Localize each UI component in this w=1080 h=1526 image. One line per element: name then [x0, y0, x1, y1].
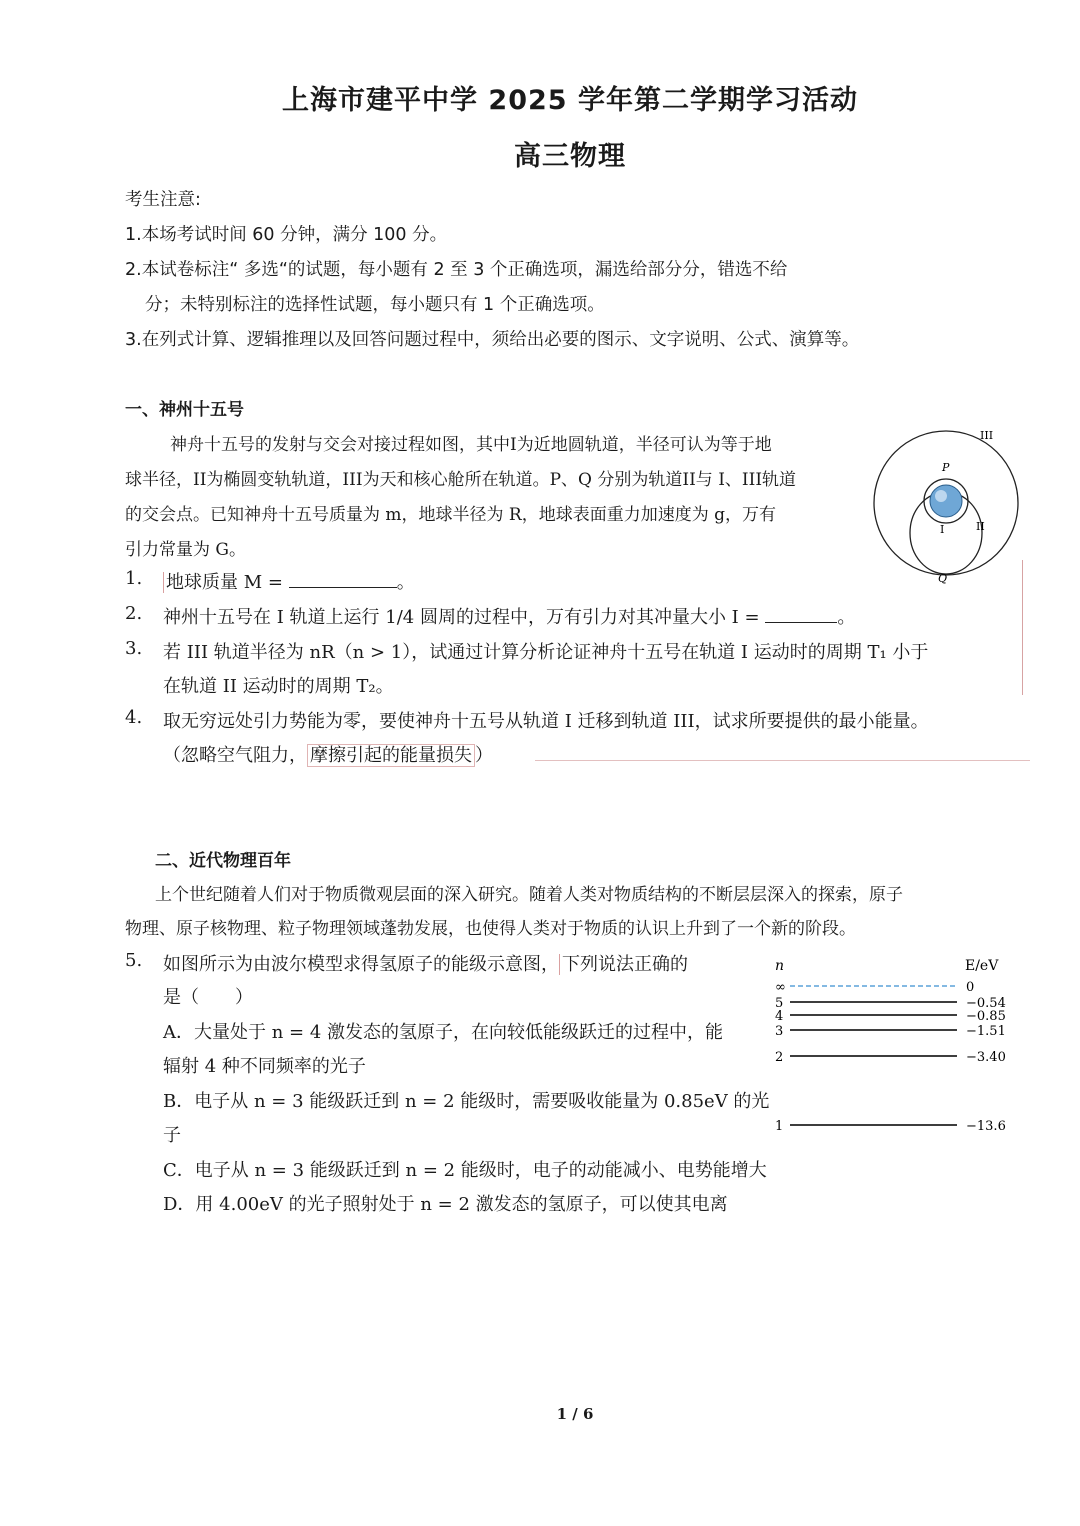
question-number: 3. [125, 638, 143, 659]
label-orbit-ii: II [976, 520, 985, 533]
notice-item: 1.本场考试时间 60 分钟，满分 100 分。 [125, 225, 448, 245]
level-n-label: 2 [775, 1050, 784, 1065]
label-orbit-iii: III [980, 429, 994, 442]
highlighted-text: 下列说法正确的 [559, 954, 688, 975]
notice-item: 3.在列式计算、逻辑推理以及回答问题过程中，须给出必要的图示、文字说明、公式、演算等。 [125, 330, 860, 350]
option-d[interactable]: D．用 4.00eV 的光子照射处于 n = 2 激发态的氢原子，可以使其电离 [163, 1194, 728, 1215]
question-tail: 。 [396, 572, 415, 593]
label-orbit-i: I [940, 523, 945, 536]
n-axis-label: n [775, 958, 785, 974]
paragraph-line: 物理、原子核物理、粒子物理领域蓬勃发展，也使得人类对于物质的认识上升到了一个新的阶段。 [125, 919, 856, 939]
question-number: 1. [125, 568, 143, 589]
level-energy-label: −0.54 [966, 996, 1006, 1011]
notice-heading: 考生注意: [125, 190, 201, 210]
question-text: 神州十五号在 I 轨道上运行 1/4 圆周的过程中，万有引力对其冲量大小 I = [163, 607, 760, 628]
question-4-line2 [163, 741, 493, 767]
level-energy-label: −3.40 [966, 1050, 1006, 1065]
question-tail: 。 [837, 607, 856, 628]
paragraph-line: 上个世纪随着人们对于物质微观层面的深入研究。随着人类对物质结构的不断层层深入的探索，原子 [155, 885, 903, 905]
level-n-label: ∞ [775, 980, 786, 995]
option-a-cont: 辐射 4 种不同频率的光子 [163, 1056, 366, 1077]
question-text: 地球质量 M = [163, 572, 283, 593]
notice-item: 2.本试卷标注“ 多选“的试题，每小题有 2 至 3 个正确选项，漏选给部分分，错选不给 [125, 260, 788, 280]
question-5-stem-line2: 是（ ） [163, 987, 253, 1008]
question-text: （忽略空气阻力， [163, 745, 307, 766]
answer-blank[interactable] [289, 571, 397, 588]
question-1 [163, 568, 415, 594]
page-subtitle: 高三物理 [514, 141, 626, 172]
paragraph-line: 球半径，II为椭圆变轨轨道，III为天和核心舱所在轨道。P、Q 分别为轨道II与 I、III轨道 [125, 470, 797, 490]
question-4-line: 取无穷远处引力势能为零，要使神舟十五号从轨道 I 迁移到轨道 III，试求所要提供的最小能量。 [163, 711, 929, 732]
question-3-line: 若 III 轨道半径为 nR（n > 1），试通过计算分析论证神舟十五号在轨道 I 运动时的周期 T₁ 小于 [163, 642, 929, 663]
label-q: Q [938, 572, 948, 585]
orbit-diagram [868, 425, 1038, 585]
energy-level-diagram [770, 950, 1020, 1140]
paragraph-line: 的交会点。已知神舟十五号质量为 m，地球半径为 R，地球表面重力加速度为 g，万有 [125, 505, 777, 525]
notice-item: 分；未特别标注的选择性试题，每小题只有 1 个正确选项。 [145, 295, 605, 315]
level-n-label: 1 [775, 1119, 784, 1134]
section-heading: 一、神州十五号 [125, 400, 244, 420]
question-text: 如图所示为由波尔模型求得氢原子的能级示意图， [163, 954, 559, 975]
question-3-line: 在轨道 II 运动时的周期 T₂。 [163, 676, 394, 697]
question-number: 2. [125, 603, 143, 624]
energy-axis-label: E/eV [965, 958, 999, 974]
option-a[interactable]: A．大量处于 n = 4 激发态的氢原子，在向较低能级跃迁的过程中，能 [163, 1022, 724, 1043]
level-energy-label: −1.51 [966, 1024, 1006, 1039]
page-number: 1 / 6 [556, 1405, 594, 1423]
answer-blank[interactable] [765, 606, 837, 623]
level-energy-label: −13.6 [966, 1119, 1006, 1134]
level-n-label: 4 [775, 1009, 784, 1024]
question-number: 5. [125, 950, 143, 971]
earth-icon [930, 485, 962, 517]
page-title: 上海市建平中学 2025 学年第二学期学习活动 [282, 85, 858, 116]
level-energy-label: −0.85 [966, 1009, 1006, 1024]
option-b-cont: 子 [163, 1125, 181, 1146]
question-number: 4. [125, 707, 143, 728]
question-2 [163, 603, 855, 629]
level-energy-label: 0 [966, 980, 975, 995]
earth-highlight [935, 490, 947, 502]
option-c[interactable]: C．电子从 n = 3 能级跃迁到 n = 2 能级时，电子的动能减小、电势能增大 [163, 1160, 767, 1181]
paragraph-line: 引力常量为 G。 [125, 540, 246, 560]
paragraph-line: 神舟十五号的发射与交会对接过程如图，其中I为近地圆轨道，半径可认为等于地 [170, 435, 772, 455]
annotation-line [535, 760, 1030, 761]
label-p: P [942, 461, 950, 474]
question-5-stem [163, 950, 688, 976]
level-n-label: 3 [775, 1024, 784, 1039]
question-tail: ） [475, 745, 493, 766]
highlighted-text: 摩擦引起的能量损失 [307, 744, 475, 767]
level-n-label: 5 [775, 996, 784, 1011]
option-b[interactable]: B．电子从 n = 3 能级跃迁到 n = 2 能级时，需要吸收能量为 0.85eV 的光 [163, 1091, 770, 1112]
annotation-line [1022, 560, 1023, 695]
section-heading: 二、近代物理百年 [155, 851, 291, 871]
